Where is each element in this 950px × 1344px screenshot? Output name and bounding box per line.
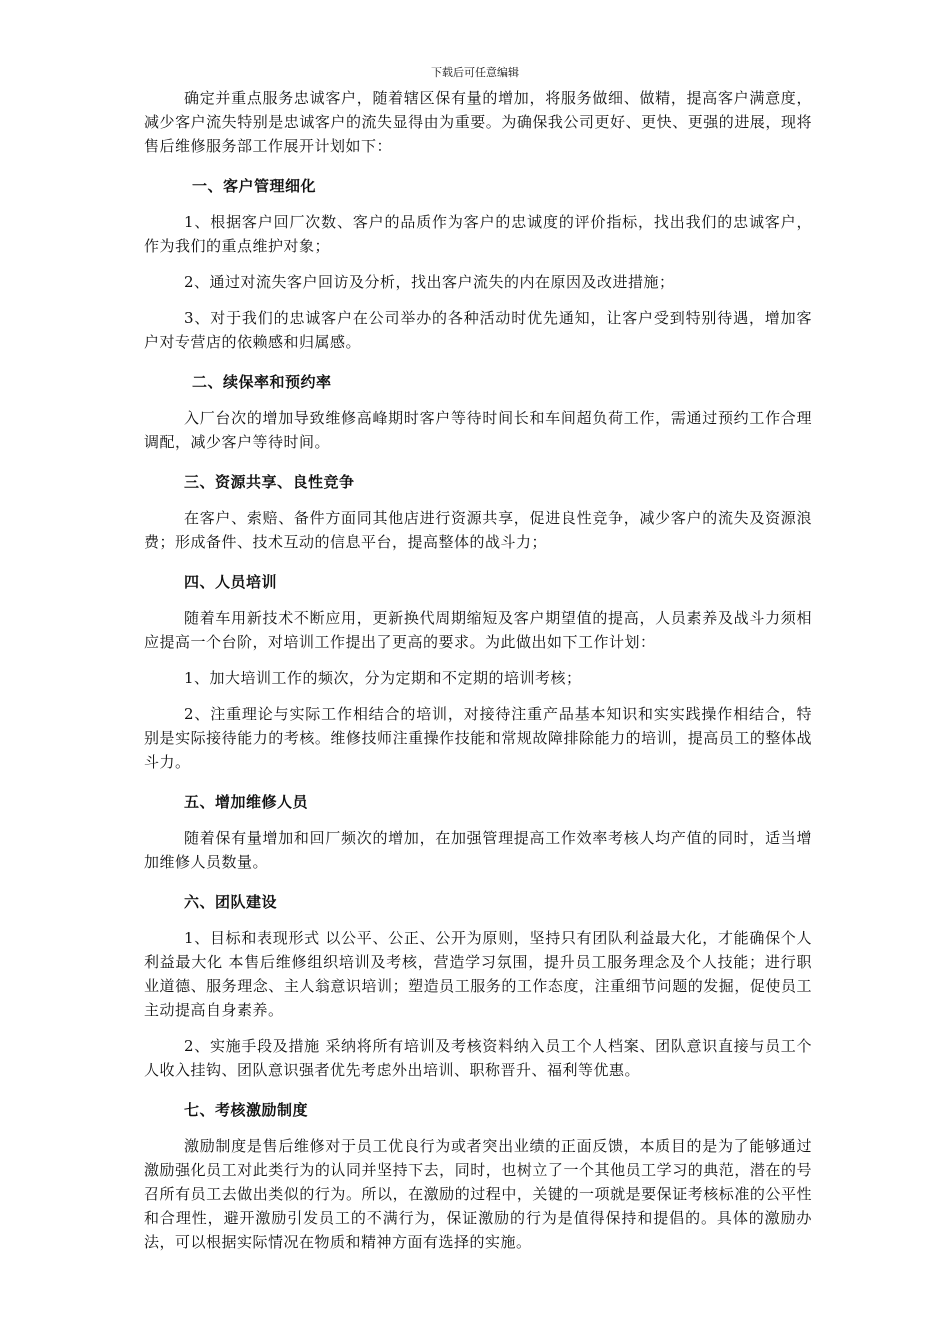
section-3-heading: 三、资源共享、良性竞争 (184, 473, 355, 491)
section-7-heading: 七、考核激励制度 (184, 1101, 309, 1119)
section-5-paragraph: 随着保有量增加和回厂频次的增加，在加强管理提高工作效率考核人均产值的同时，适当增加维修人员数量。 (144, 829, 812, 871)
section-4-heading: 四、人员培训 (184, 573, 278, 591)
document-body (144, 86, 812, 1254)
section-2-paragraph: 入厂台次的增加导致维修高峰期时客户等待时间长和车间超负荷工作，需通过预约工作合理调配，减少客户等待时间。 (144, 409, 812, 451)
section-5-heading: 五、增加维修人员 (184, 793, 309, 811)
section-6-item-1: 1、目标和表现形式 以公平、公正、公开为原则，坚持只有团队利益最大化，才能确保个人利益最大化 本售后维修组织培训及考核，营造学习氛围，提升员工服务理念及个人技能；进行职业道德、服务理念、主人翁意识培训；塑造员工服务的工作态度，注重细节问题的发掘，促使员工主动提高自身素养。 (144, 929, 812, 1019)
section-4-paragraph: 随着车用新技术不断应用，更新换代周期缩短及客户期望值的提高，人员素养及战斗力须相应提高一个台阶，对培训工作提出了更高的要求。为此做出如下工作计划： (144, 609, 812, 651)
section-2-heading: 二、续保率和预约率 (192, 373, 332, 391)
header-note: 下载后可任意编辑 (431, 66, 519, 79)
section-1-heading: 一、客户管理细化 (192, 177, 317, 195)
intro-paragraph: 确定并重点服务忠诚客户，随着辖区保有量的增加，将服务做细、做精，提高客户满意度，减少客户流失特别是忠诚客户的流失显得由为重要。为确保我公司更好、更快、更强的进展，现将售后维修服务部工作展开计划如下： (144, 89, 812, 155)
section-6-heading: 六、团队建设 (184, 893, 278, 911)
section-3-paragraph: 在客户、索赔、备件方面同其他店进行资源共享，促进良性竞争，减少客户的流失及资源浪费；形成备件、技术互动的信息平台，提高整体的战斗力； (144, 509, 812, 551)
section-4-item-1: 1、加大培训工作的频次，分为定期和不定期的培训考核； (184, 669, 582, 687)
section-1-item-3: 3、对于我们的忠诚客户在公司举办的各种活动时优先通知，让客户受到特别待遇，增加客户对专营店的依赖感和归属感。 (144, 309, 812, 351)
section-1-item-1: 1、根据客户回厂次数、客户的品质作为客户的忠诚度的评价指标，找出我们的忠诚客户，作为我们的重点维护对象； (144, 213, 812, 255)
section-4-item-2: 2、注重理论与实际工作相结合的培训，对接待注重产品基本知识和实实践操作相结合，特别是实际接待能力的考核。维修技师注重操作技能和常规故障排除能力的培训，提高员工的整体战斗力。 (144, 705, 812, 771)
section-7-paragraph: 激励制度是售后维修对于员工优良行为或者突出业绩的正面反馈，本质目的是为了能够通过激励强化员工对此类行为的认同并坚持下去，同时，也树立了一个其他员工学习的典范，潜在的号召所有员工去做出类似的行为。所以，在激励的过程中，关键的一项就是要保证考核标准的公平性和合理性，避开激励引发员工的不满行为，保证激励的行为是值得保持和提倡的。具体的激励办法，可以根据实际情况在物质和精神方面有选择的实施。 (144, 1137, 812, 1251)
section-1-item-2: 2、通过对流失客户回访及分析，找出客户流失的内在原因及改进措施； (184, 273, 675, 291)
section-6-item-2: 2、实施手段及措施 采纳将所有培训及考核资料纳入员工个人档案、团队意识直接与员工个人收入挂钩、团队意识强者优先考虑外出培训、职称晋升、福利等优惠。 (144, 1037, 812, 1079)
